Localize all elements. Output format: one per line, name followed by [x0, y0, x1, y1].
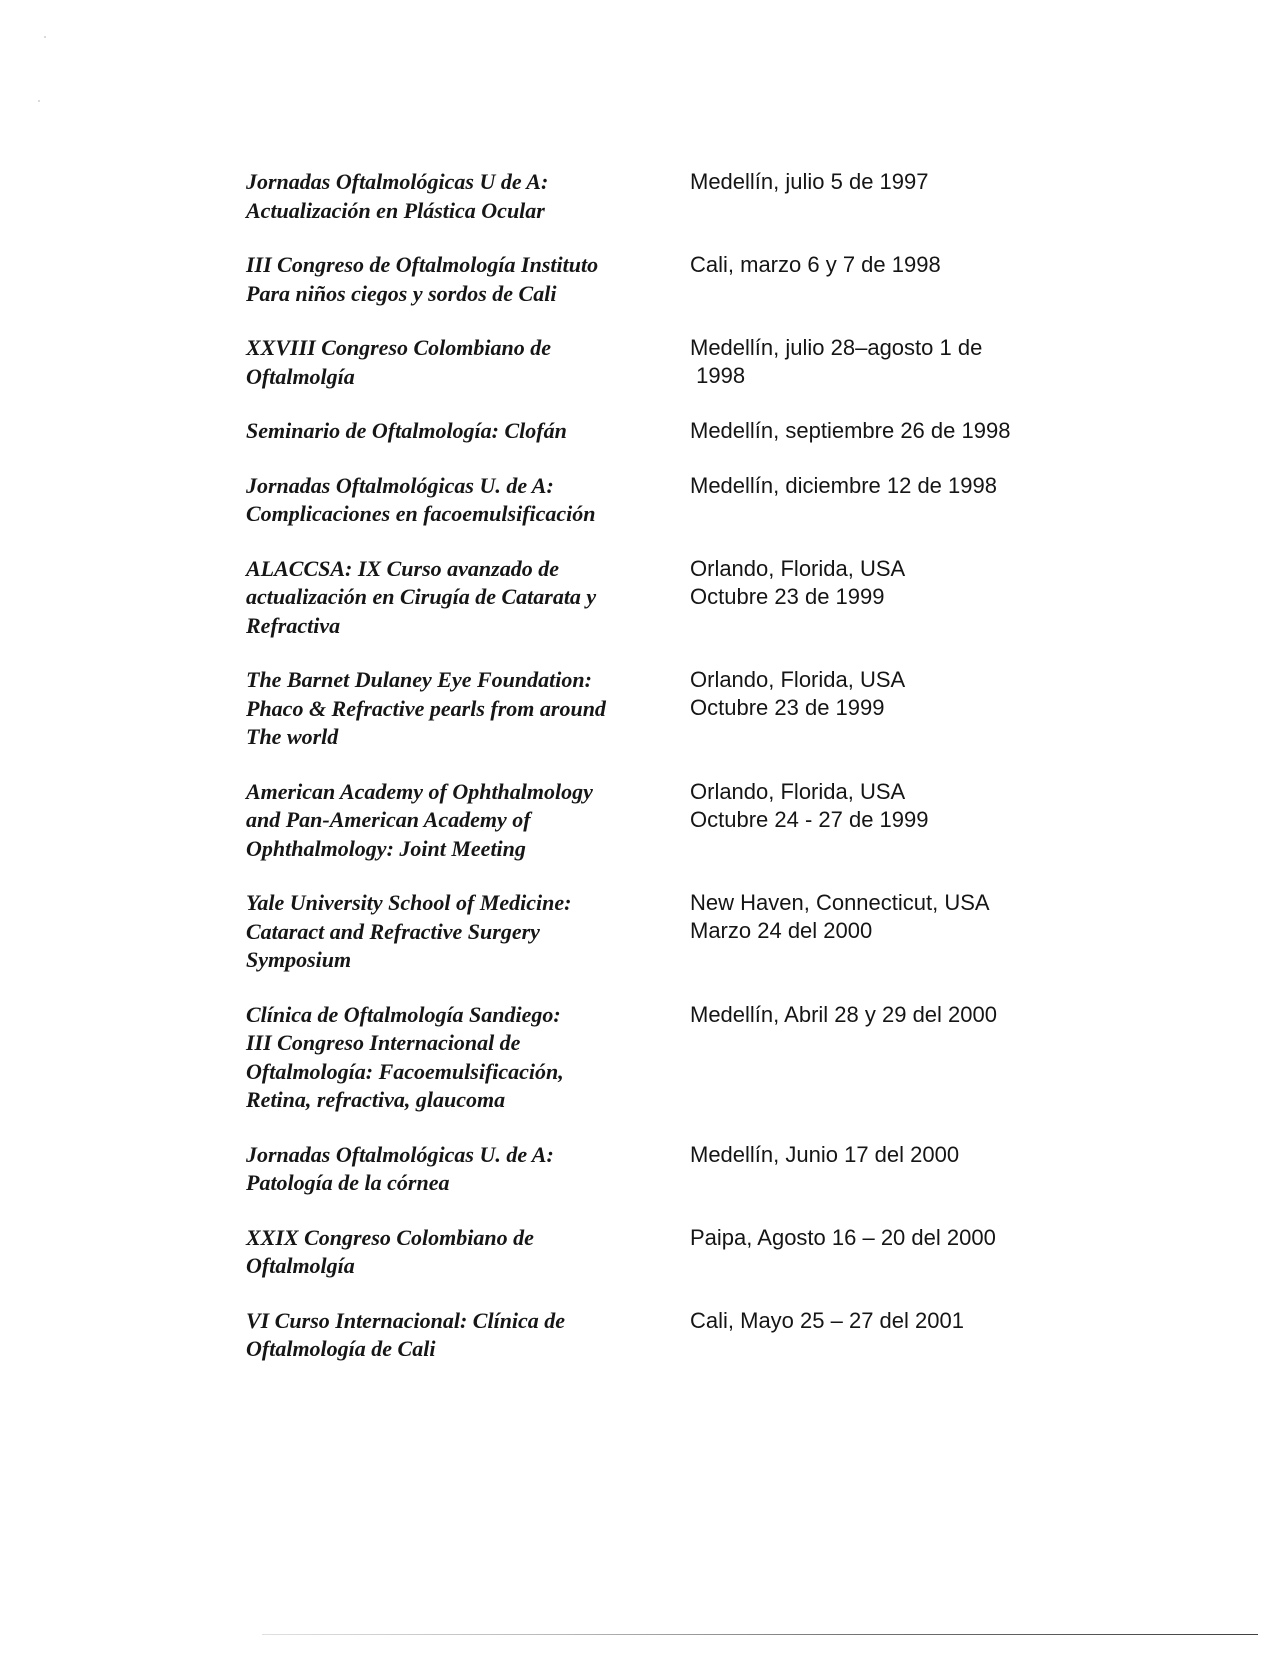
event-entry	[246, 1307, 1106, 1364]
event-title	[246, 251, 690, 308]
event-place-date	[690, 1224, 996, 1252]
event-place-date-line: Octubre 23 de 1999	[690, 583, 885, 609]
event-entry	[246, 666, 1106, 752]
event-title-line: III Congreso de Oftalmología Instituto	[246, 252, 599, 277]
event-title-line: American Academy of Ophthalmology	[246, 778, 593, 804]
event-place-date-line: Medellín, diciembre 12 de 1998	[690, 472, 997, 498]
event-title-line: Jornadas Oftalmológicas U. de A:	[246, 1141, 554, 1167]
event-title-line: Phaco & Refractive pearls from around	[246, 695, 606, 721]
event-place-date-line: Paipa, Agosto 16 – 20 del 2000	[690, 1224, 996, 1250]
footer-rule	[262, 1634, 1258, 1635]
event-title	[246, 168, 690, 225]
event-title-line: XXVIII Congreso Colombiano de	[246, 335, 552, 360]
event-title-line: Yale University School of Medicine:	[246, 890, 572, 915]
event-title	[246, 778, 690, 864]
event-title-line: Patología de la córnea	[246, 1170, 450, 1195]
event-entry	[246, 168, 1106, 225]
event-title-line: Para niños ciegos y sordos de Cali	[246, 280, 557, 306]
event-title-line: Oftalmología de Cali	[246, 1336, 436, 1361]
event-place-date-line: Medellín, septiembre 26 de 1998	[690, 418, 1011, 443]
event-title-line: III Congreso Internacional de	[246, 1030, 521, 1055]
event-place-date	[690, 472, 997, 500]
event-title	[246, 334, 690, 391]
event-place-date-line: Marzo 24 del 2000	[690, 918, 873, 943]
event-place-date	[690, 778, 929, 834]
event-title-line: and Pan-American Academy of	[246, 807, 531, 832]
event-title-line: Refractiva	[246, 612, 341, 638]
event-place-date	[690, 334, 982, 390]
event-title-line: The world	[246, 724, 339, 749]
event-title-line: Symposium	[246, 947, 352, 972]
event-title-line: Cataract and Refractive Surgery	[246, 918, 540, 944]
event-place-date	[690, 889, 990, 945]
event-title-line: Oftalmolgía	[246, 363, 355, 389]
event-title-line: Complicaciones en facoemulsificación	[246, 501, 596, 526]
event-entry	[246, 1001, 1106, 1115]
event-place-date	[690, 1001, 997, 1029]
event-title-line: The Barnet Dulaney Eye Foundation:	[246, 667, 592, 692]
scan-speck	[44, 36, 46, 38]
event-title	[246, 555, 690, 641]
event-place-date-line: Medellín, julio 28–agosto 1 de	[690, 335, 983, 360]
event-title-line: VI Curso Internacional: Clínica de	[246, 1307, 566, 1333]
event-place-date-line: Cali, marzo 6 y 7 de 1998	[690, 252, 941, 277]
event-title-line: Ophthalmology: Joint Meeting	[246, 835, 526, 861]
event-entry	[246, 778, 1106, 864]
event-place-date	[690, 1307, 964, 1335]
event-title-line: Clínica de Oftalmología Sandiego:	[246, 1001, 561, 1027]
event-place-date	[690, 555, 905, 611]
event-title-line: actualización en Cirugía de Catarata y	[246, 584, 597, 609]
event-entry	[246, 334, 1106, 391]
event-place-date-line: Orlando, Florida, USA	[690, 778, 906, 804]
event-place-date	[690, 251, 941, 279]
event-entry	[246, 889, 1106, 975]
scan-speck	[38, 100, 40, 102]
event-title	[246, 472, 690, 529]
event-place-date-line: Octubre 23 de 1999	[690, 695, 885, 720]
event-place-date-line: Medellín, Abril 28 y 29 del 2000	[690, 1001, 997, 1027]
event-title	[246, 1141, 690, 1198]
event-title-line: ALACCSA: IX Curso avanzado de	[246, 555, 559, 581]
event-entry	[246, 1141, 1106, 1198]
event-title-line: Oftalmología: Facoemulsificación,	[246, 1058, 564, 1084]
event-entry	[246, 251, 1106, 308]
event-place-date	[690, 666, 905, 722]
event-title	[246, 1307, 690, 1364]
event-place-date-line: 1998	[690, 363, 746, 388]
event-place-date-line: New Haven, Connecticut, USA	[690, 890, 990, 915]
event-title	[246, 1001, 690, 1115]
event-title-line: Actualización en Plástica Ocular	[246, 197, 545, 223]
event-place-date	[690, 1141, 959, 1169]
event-place-date-line: Orlando, Florida, USA	[690, 667, 906, 692]
event-place-date-line: Medellín, julio 5 de 1997	[690, 169, 929, 194]
event-title-line: Retina, refractiva, glaucoma	[246, 1087, 506, 1112]
event-list	[246, 168, 1106, 1364]
event-place-date	[690, 417, 1010, 445]
event-place-date-line: Cali, Mayo 25 – 27 del 2001	[690, 1307, 964, 1333]
event-place-date-line: Medellín, Junio 17 del 2000	[690, 1141, 960, 1167]
event-place-date-line: Orlando, Florida, USA	[690, 555, 906, 581]
event-entry	[246, 1224, 1106, 1281]
event-title	[246, 417, 690, 446]
event-title-line: Jornadas Oftalmológicas U de A:	[246, 169, 549, 194]
event-entry	[246, 417, 1106, 446]
event-place-date	[690, 168, 929, 196]
event-entry	[246, 555, 1106, 641]
event-title-line: XXIX Congreso Colombiano de	[246, 1224, 534, 1250]
event-title	[246, 1224, 690, 1281]
event-title-line: Jornadas Oftalmológicas U. de A:	[246, 472, 554, 498]
event-title	[246, 666, 690, 752]
event-title-line: Seminario de Oftalmología: Clofán	[246, 418, 567, 443]
event-entry	[246, 472, 1106, 529]
event-title	[246, 889, 690, 975]
event-title-line: Oftalmolgía	[246, 1253, 355, 1278]
event-place-date-line: Octubre 24 - 27 de 1999	[690, 806, 929, 832]
